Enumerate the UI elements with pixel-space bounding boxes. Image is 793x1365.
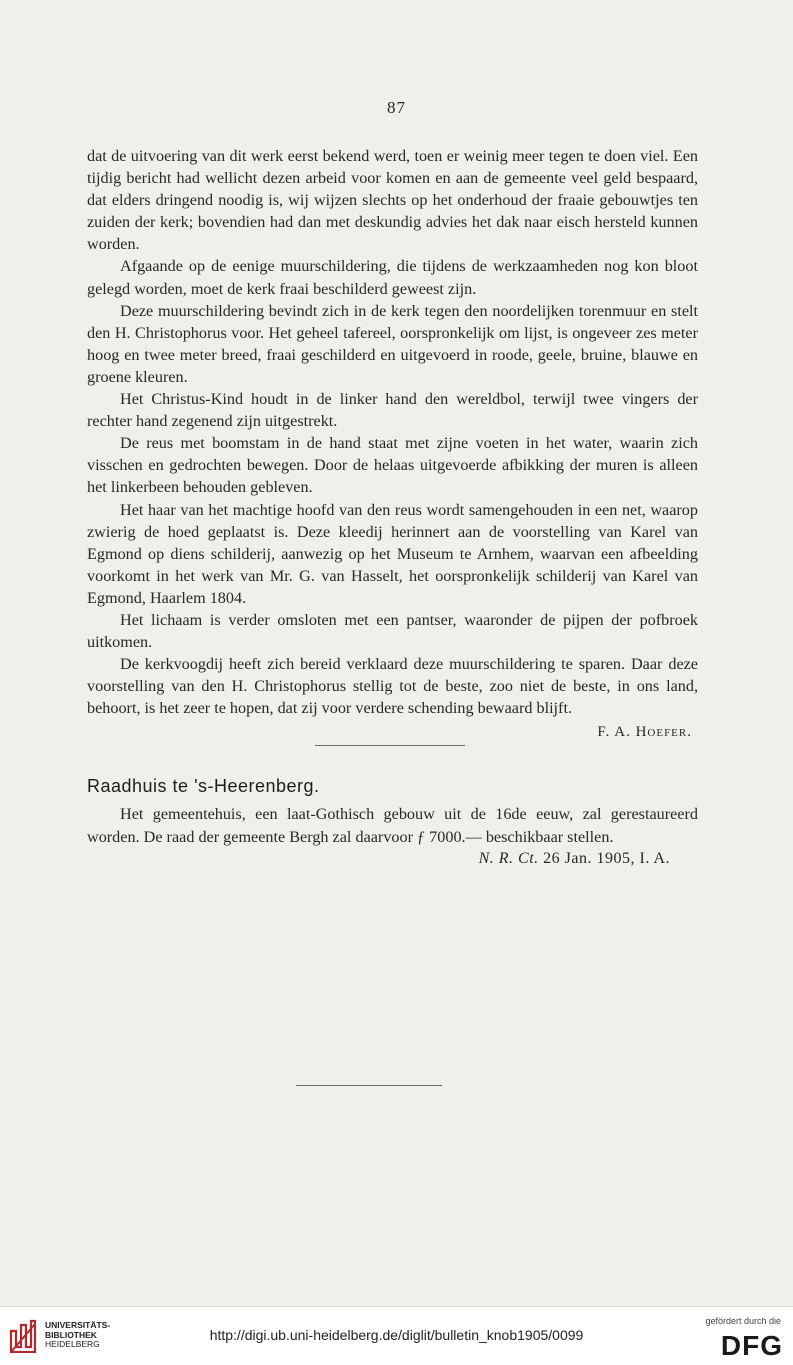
digitization-footer <box>0 1306 793 1365</box>
author-signature: F. A. Hoefer. <box>597 724 692 741</box>
paragraph: Deze muurschildering bevindt zich in de kerk tegen den noordelijken torenmuur en stelt den H. Christophorus voor. Het geheel tafereel, oorspronkelijk om lijst, is ongeveer zes meter hoog en twee meter breed, fraai geschilderd en uitgevoerd in roode, geele, bruine, blauwe en groene kleuren. <box>87 301 698 386</box>
source-italic: N. R. Ct. <box>478 849 539 867</box>
source-rest: 26 Jan. 1905, I. A. <box>538 849 670 867</box>
permalink-url[interactable]: http://digi.ub.uni-heidelberg.de/diglit/bulletin_knob1905/0099 <box>209 1327 584 1343</box>
paragraph: Afgaande op de eenige muurschildering, die tijdens de werkzaamheden nog kon bloot gelegd worden, moet de kerk fraai beschilderd geweest zijn. <box>87 257 698 298</box>
funded-by-label: gefördert durch die <box>705 1316 781 1326</box>
paragraph: De reus met boomstam in de hand staat met zijne voeten in het water, waarin zich visschen en gedrochten bewegen. Door de helaas uitgevoerde afbikking der muren is alleen het linkerbeen behouden gebleven. <box>87 434 698 497</box>
library-name-line: BIBLIOTHEK <box>45 1329 97 1340</box>
paragraph: Het lichaam is verder omsloten met een pantser, waaronder de pijpen der pofbroek uitkomen. <box>87 610 698 652</box>
library-name-line: HEIDELBERG <box>45 1339 100 1349</box>
end-divider <box>296 1085 442 1086</box>
page-number: 87 <box>387 98 406 117</box>
paragraph: De kerkvoogdij heeft zich bereid verklaard deze muurschildering te sparen. Daar deze voorstelling van den H. Christophorus stellig tot de beste, zoo niet de beste, in ons land, behoort, is het zeer te hopen, dat zij voor verdere schending bewaard blijft. <box>87 655 698 718</box>
library-name-line: UNIVERSITÄTS- <box>45 1320 111 1330</box>
section-divider <box>315 745 465 746</box>
dfg-logo[interactable]: DFG <box>720 1330 783 1361</box>
source-citation <box>87 848 698 870</box>
paragraph: Het haar van het machtige hoofd van den reus wordt samengehouden in een net, waarop zwierig de hoed geplaatst is. Deze kleedij herinnert aan de voorstelling van Karel van Egmond op diens schilderij, aanwezig op het Museum te Arnhem, waarvan een afbeelding voorkomt in het werk van Mr. G. van Hasselt, het oorspronkelijk schilderij van Karel van Egmond, Haarlem 1804. <box>87 500 698 607</box>
page-content <box>87 145 698 870</box>
section-paragraph: Het gemeentehuis, een laat-Gothisch gebouw uit de 16de eeuw, zal gerestaureerd worden. De raad der gemeente Bergh zal daarvoor ƒ 7000.— beschikbaar stellen. <box>87 805 698 846</box>
section-title: Raadhuis te 's-Heerenberg. <box>87 776 320 797</box>
paragraph: dat de uitvoering van dit werk eerst bekend werd, toen er weinig meer tegen te doen viel. Een tijdig bericht had wellicht dezen arbeid voor komen en aan de gemeente veel geld bespaard, dat elders dringend noodig is, wij wijzen slechts op het onderhoud der fraaie gebouwtjes ten zuiden der kerk; bovendien had dan met deskundig advies het dak naar eisch hersteld kunnen worden. <box>87 147 698 254</box>
paragraph: Het Christus-Kind houdt in de linker hand den wereldbol, terwijl twee vingers der rechter hand zegenend zijn uitgestrekt. <box>87 390 698 431</box>
